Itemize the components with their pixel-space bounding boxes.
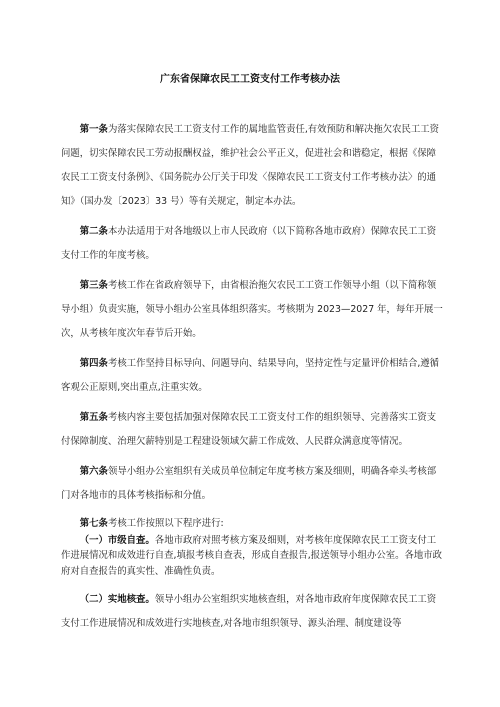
article-label: 第六条: [79, 466, 108, 477]
article-label: 第七条: [79, 518, 108, 529]
article-text: 为落实保障农民工工资支付工作的属地监管责任,有效预防和解决拖欠农民工工资问题，切实保障农民工劳动报酬权益，维护社会公平正义，促进社会和谐稳定，根据《保障农民工工资支付条例》、《国务院办公厅关于印发〈保障农民工工资支付工作考核办法〉的通知》（国办发〔2023〕33 号）等有关规定，制定本办法。: [61, 124, 440, 207]
step-text: 各地市政府对照考核方案及细则，对考核年度保障农民工工资支付工作进展情况和成效进行自查,填报考核自查表，形成自查报告,报送领导小组办公室。各地市政府对自查报告的真实性、准确性负责。: [61, 534, 442, 577]
step-label: （一）市级自查。: [79, 534, 155, 546]
article-3: [61, 274, 444, 346]
article-6: [61, 460, 444, 508]
article-text: 考核工作坚持目标导向、问题导向、结果导向，坚持定性与定量评价相结合,遵循客观公正原则,突出重点,注重实效。: [61, 358, 440, 393]
article-text: 领导小组办公室组织有关成员单位制定年度考核方案及细则，明确各牵头考核部门对各地市的具体考核指标和分值。: [61, 466, 437, 501]
article-text: 考核工作按照以下程序进行:: [107, 518, 224, 529]
article-4: [61, 352, 444, 400]
document-body: [61, 118, 444, 642]
article-label: 第三条: [79, 280, 108, 291]
article-text: 考核内容主要包括加强对保障农民工工资支付工作的组织领导、完善落实工资支付保障制度、治理欠薪特别是工程建设领域欠薪工作成效、人民群众满意度等情况。: [61, 412, 437, 447]
step-label: （二）实地核查。: [79, 594, 155, 605]
step-2: [61, 588, 444, 636]
article-label: 第四条: [79, 358, 108, 369]
article-label: 第五条: [79, 412, 108, 423]
article-5: [61, 406, 444, 454]
article-1: [61, 118, 444, 214]
step-1: [61, 533, 444, 580]
article-text: 考核工作在省政府领导下，由省根治拖欠农民工工资工作领导小组（以下简称领导小组）负责实施，领导小组办公室具体组织落实。考核期为 2023—2027 年，每年开展一次，从考核年度次年春节后开始。: [61, 280, 443, 339]
document-title: 广东省保障农民工工资支付工作考核办法: [160, 74, 340, 85]
article-label: 第二条: [79, 226, 108, 237]
article-7: [61, 516, 444, 532]
article-2: [61, 220, 444, 268]
article-text: 本办法适用于对各地级以上市人民政府（以下简称各地市政府）保障农民工工资支付工作的年度考核。: [61, 226, 437, 261]
step-text: 领导小组办公室组织实地核查组，对各地市政府年度保障农民工工资支付工作进展情况和成效进行实地核查,对各地市组织领导、源头治理、制度建设等: [61, 594, 437, 629]
article-label: 第一条: [79, 124, 108, 135]
